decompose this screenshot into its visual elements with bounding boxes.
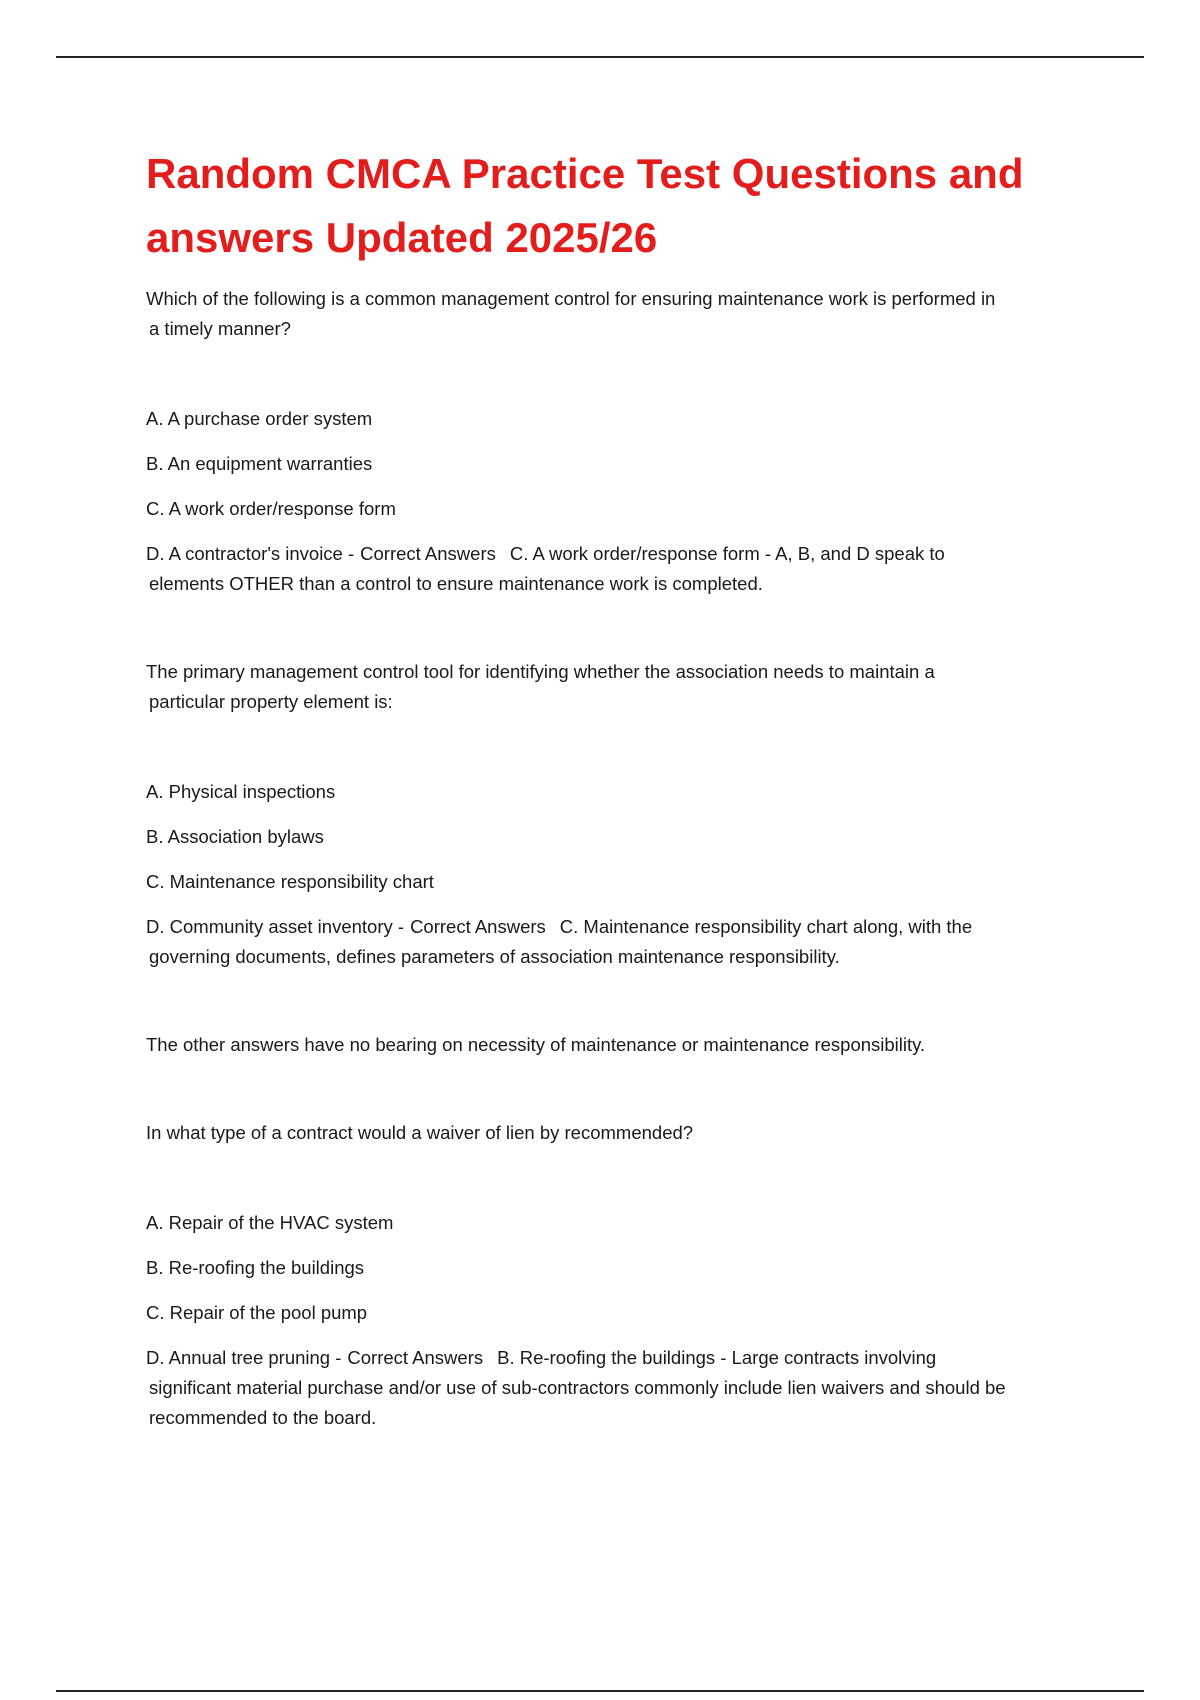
- options-list: [146, 777, 1096, 972]
- option-d-with-answer: D. Community asset inventory - Correct Answers C. Maintenance responsibility chart along, with the governing documents, defines parameters of association maintenance responsibility.: [146, 916, 973, 967]
- correct-answers-label: Correct Answers: [347, 1347, 484, 1368]
- option-b: B. Re-roofing the buildings: [146, 1257, 365, 1278]
- option-a: A. Repair of the HVAC system: [146, 1212, 394, 1233]
- document-body: [146, 142, 1096, 1433]
- question-text: The primary management control tool for identifying whether the association needs to maintain a particular property element is:: [146, 661, 935, 712]
- option-c: C. Repair of the pool pump: [146, 1302, 368, 1323]
- question-text: In what type of a contract would a waiver of lien by recommended?: [146, 1122, 694, 1143]
- top-rule: [56, 56, 1144, 58]
- options-list: [146, 1208, 1096, 1433]
- options-list: [146, 404, 1096, 599]
- option-a: A. A purchase order system: [146, 408, 373, 429]
- option-d-with-answer: D. Annual tree pruning - Correct Answers B. Re-roofing the buildings - Large contracts involving significant material purchase and/or use of sub-contractors commonly include lien waivers and should be recommended to the board.: [146, 1347, 1006, 1428]
- option-b: B. Association bylaws: [146, 826, 324, 847]
- answer-note: The other answers have no bearing on necessity of maintenance or maintenance responsibility.: [146, 1034, 926, 1055]
- option-d-with-answer: D. A contractor's invoice - Correct Answers C. A work order/response form - A, B, and D speak to elements OTHER than a control to ensure maintenance work is completed.: [146, 543, 945, 594]
- question-block-2: [146, 657, 1096, 972]
- question-text: Which of the following is a common management control for ensuring maintenance work is performed in a timely manner?: [146, 288, 996, 339]
- option-c: C. A work order/response form: [146, 498, 396, 519]
- option-c: C. Maintenance responsibility chart: [146, 871, 434, 892]
- title-line-2: answers Updated 2025/26: [146, 214, 658, 261]
- bottom-rule: [56, 1690, 1144, 1692]
- correct-answers-label: Correct Answers: [360, 543, 496, 564]
- title-line-1: Random CMCA Practice Test Questions and: [146, 150, 1024, 197]
- option-b: B. An equipment warranties: [146, 453, 373, 474]
- document-title: [146, 142, 1096, 270]
- option-a: A. Physical inspections: [146, 781, 336, 802]
- question-block-1: [146, 284, 1096, 599]
- question-block-3: [146, 1118, 1096, 1433]
- correct-answers-label: Correct Answers: [410, 916, 546, 937]
